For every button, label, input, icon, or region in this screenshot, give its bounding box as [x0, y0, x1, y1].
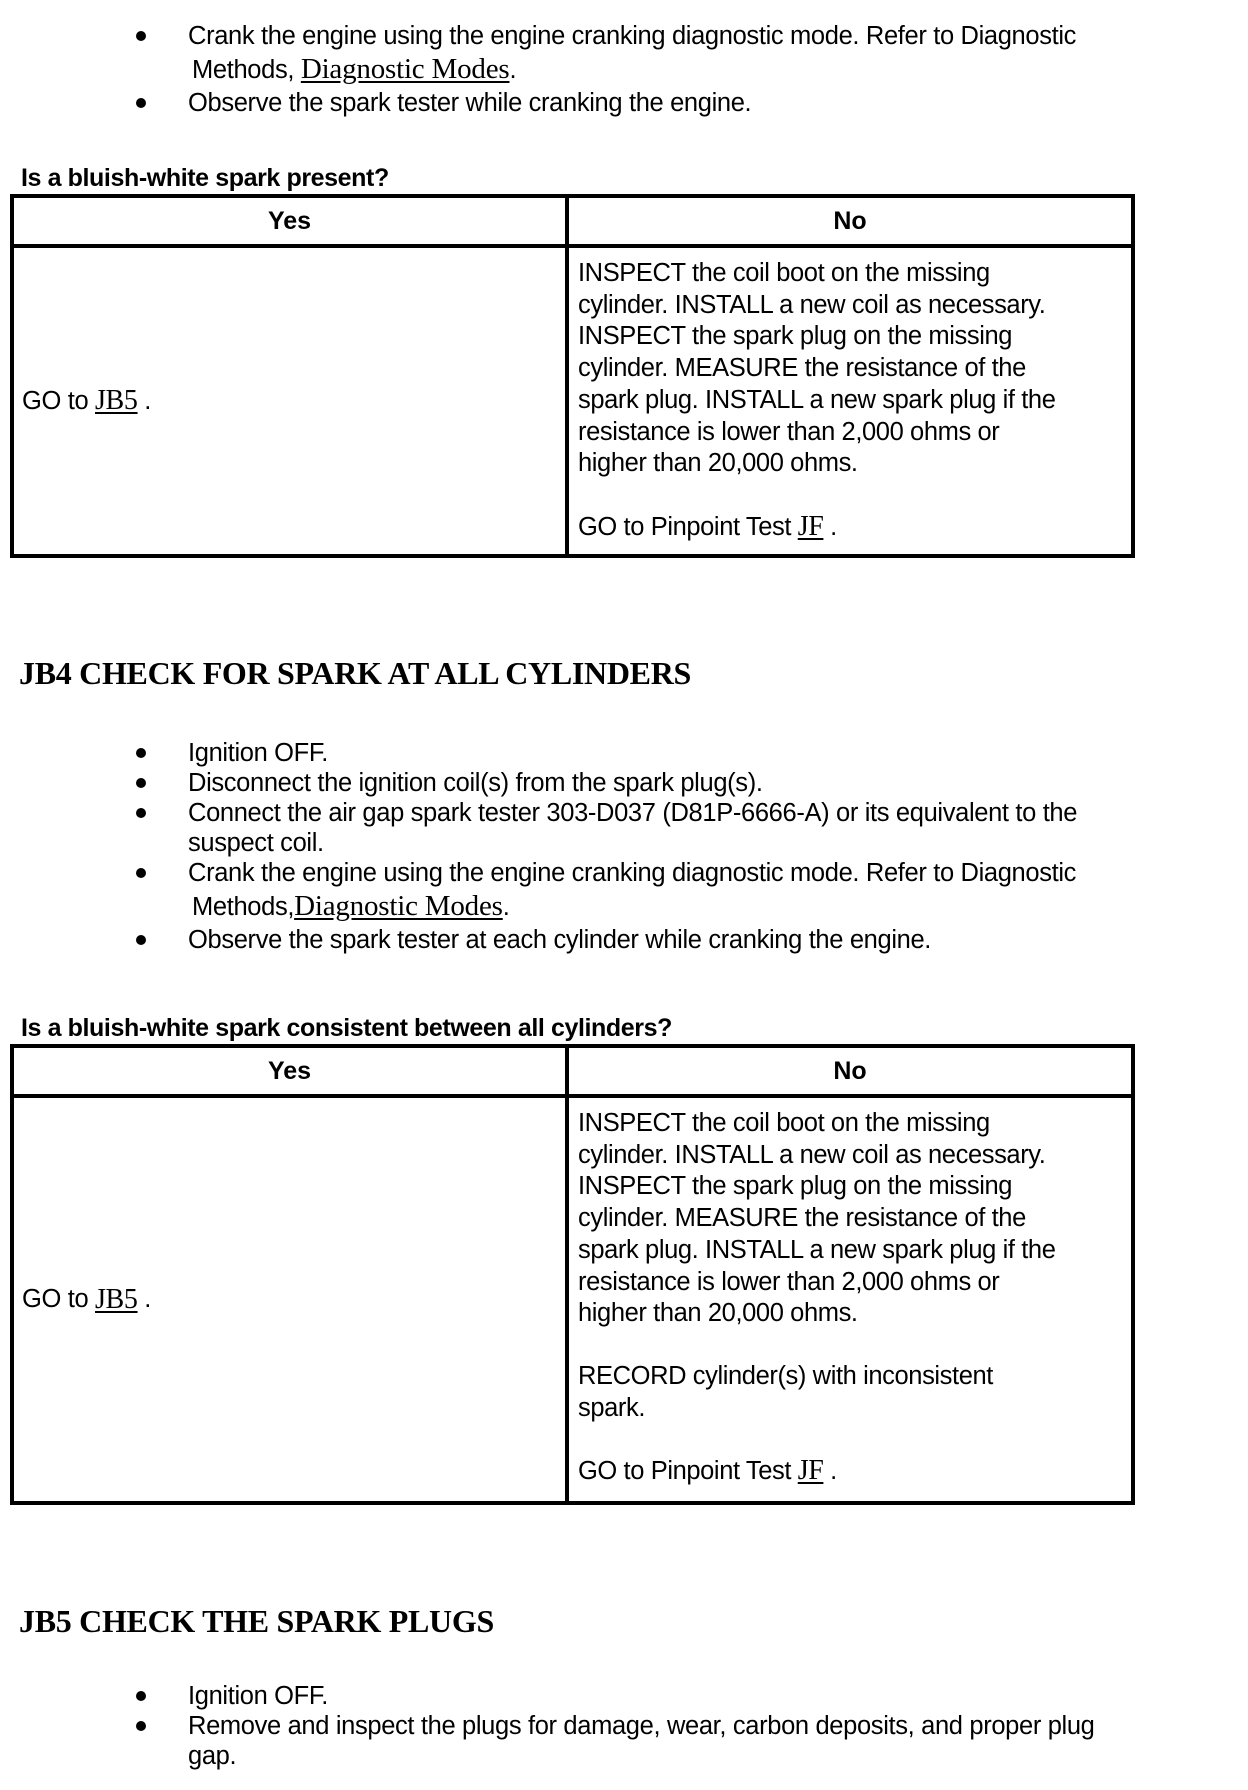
jb4-step-observe: Observe the spark tester at each cylinder while cranking the engine. — [0, 925, 1248, 955]
jb5-step-remove-plugs: Remove and inspect the plugs for damage, wear, carbon deposits, and proper plug gap. — [0, 1711, 1248, 1771]
bullet-icon — [136, 935, 146, 945]
bullet-icon — [136, 778, 146, 788]
jb4-step-ignition-off: Ignition OFF. — [0, 738, 1248, 768]
jb3-step-list — [0, 21, 1248, 118]
jb5-link[interactable]: JB5 — [95, 1283, 138, 1315]
yes-header: Yes — [14, 1048, 569, 1094]
table-body-row — [14, 1098, 1131, 1501]
diagnostic-modes-link[interactable]: Diagnostic Modes — [300, 53, 510, 85]
bullet-icon — [136, 868, 146, 878]
jb4-decision-table — [10, 1044, 1135, 1505]
no-header: No — [833, 206, 867, 235]
jb3-decision-table — [10, 194, 1135, 558]
bullet-icon — [136, 1721, 146, 1731]
bullet-icon — [136, 808, 146, 818]
bullet-icon — [136, 748, 146, 758]
bullet-icon — [136, 98, 146, 108]
no-cell-goto: GO to Pinpoint Test JF . — [578, 1455, 837, 1487]
jb5-heading: JB5 CHECK THE SPARK PLUGS — [19, 1603, 494, 1639]
jb3-step-observe: Observe the spark tester while cranking the engine. — [0, 88, 1248, 118]
jb4-step-disconnect: Disconnect the ignition coil(s) from the spark plug(s). — [0, 768, 1248, 798]
no-header: No — [833, 1056, 867, 1085]
jb4-question: Is a bluish-white spark consistent between all cylinders? — [21, 1014, 673, 1042]
jb3-question: Is a bluish-white spark present? — [21, 164, 389, 192]
jb4-step-list — [0, 738, 1248, 955]
yes-cell: GO to JB5 . — [14, 248, 569, 554]
jb5-step-ignition-off: Ignition OFF. — [0, 1681, 1248, 1711]
jf-pinpoint-link[interactable]: JF — [797, 510, 824, 542]
table-body-row — [14, 248, 1131, 554]
no-cell-goto: GO to Pinpoint Test JF . — [578, 510, 837, 542]
no-cell — [569, 1098, 1131, 1501]
jb5-link[interactable]: JB5 — [95, 385, 138, 416]
jb4-step-connect-tester: Connect the air gap spark tester 303-D037 (D81P-6666-A) or its equivalent to the suspect coil. — [0, 798, 1248, 858]
yes-header: Yes — [14, 198, 569, 244]
no-cell-instructions: INSPECT the coil boot on the missing cylinder. INSTALL a new coil as necessary. INSPECT the spark plug on the missing cylinder. MEASURE the resistance of the spark plug. INSTALL a new spark plug if the resistance is lower than 2,000 ohms or higher than 20,000 ohms. — [578, 1109, 1056, 1328]
jb4-step-crank: Crank the engine using the engine cranking diagnostic mode. Refer to Diagnostic Methods,Diagnostic Modes. — [0, 858, 1248, 925]
jf-pinpoint-link[interactable]: JF — [797, 1455, 824, 1487]
bullet-icon — [136, 1691, 146, 1701]
table-header-row — [14, 1048, 1131, 1098]
jb4-heading: JB4 CHECK FOR SPARK AT ALL CYLINDERS — [19, 655, 691, 691]
jb3-step-crank: Crank the engine using the engine cranking diagnostic mode. Refer to Diagnostic Methods, Diagnostic Modes. — [0, 21, 1248, 88]
yes-cell: GO to JB5 . — [14, 1098, 569, 1501]
no-cell — [569, 248, 1131, 554]
no-cell-instructions: INSPECT the coil boot on the missing cylinder. INSTALL a new coil as necessary. INSPECT the spark plug on the missing cylinder. MEASURE the resistance of the spark plug. INSTALL a new spark plug if the resistance is lower than 2,000 ohms or higher than 20,000 ohms. — [578, 259, 1056, 478]
jb5-step-list — [0, 1681, 1248, 1771]
no-cell-record: RECORD cylinder(s) with inconsistent spark. — [578, 1361, 993, 1422]
diagnostic-modes-link[interactable]: Diagnostic Modes — [294, 890, 503, 922]
table-header-row — [14, 198, 1131, 248]
bullet-icon — [136, 31, 146, 41]
